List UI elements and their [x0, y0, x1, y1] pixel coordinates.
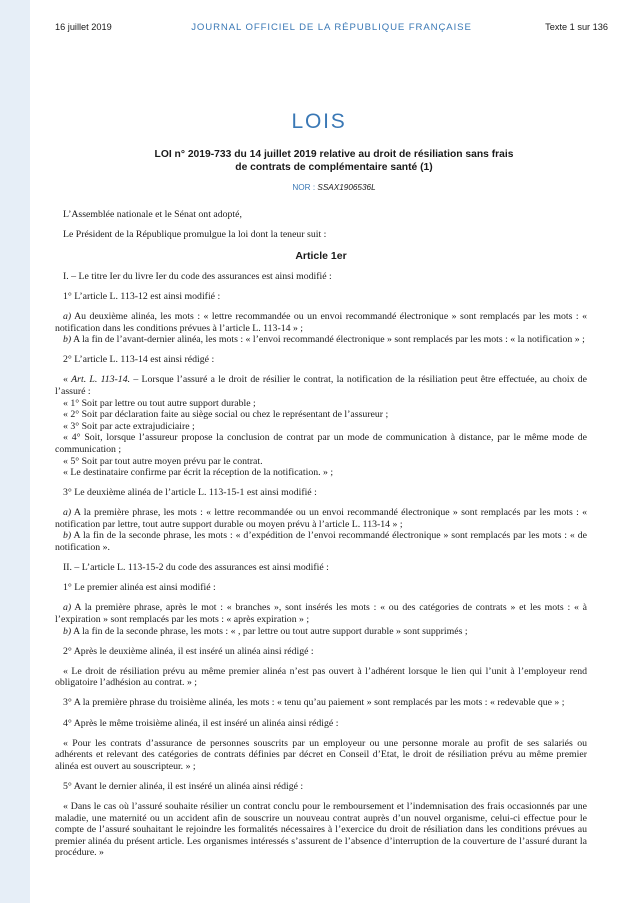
journal-title: JOURNAL OFFICIEL DE LA RÉPUBLIQUE FRANÇAISE — [191, 22, 472, 33]
paragraph — [55, 602, 587, 625]
paragraph: « Pour les contrats d’assurance de personnes souscrits par un employeur ou une personne morale au profit de ses salariés ou adhérents et relevant des catégories de contrats définies par décret en Conseil d’Etat, le droit de résiliation prévu au même premier alinéa est ouvert au souscripteur. » ; — [55, 737, 587, 772]
item-label: b) — [63, 625, 72, 637]
article-reference: Art. L. 113-14. — [71, 374, 131, 386]
paragraph-text: – Lorsque l’assuré a le droit de résilier le contrat, la notification de la résiliation peut être effectuée, au choix de l’assuré : — [55, 374, 587, 397]
nor-reference — [60, 183, 608, 192]
paragraph: « 1° Soit par lettre ou tout autre support durable ; — [63, 397, 256, 409]
article-heading: Article 1er — [295, 249, 347, 262]
paragraph: 2° L’article L. 113-14 est ainsi rédigé : — [63, 354, 215, 366]
paragraph: 2° Après le deuxième alinéa, il est inséré un alinéa ainsi rédigé : — [63, 645, 314, 657]
item-label: a) — [63, 507, 72, 519]
paragraph — [55, 334, 587, 346]
paragraph: « 3° Soit par acte extrajudiciaire ; — [63, 420, 195, 432]
item-label: a) — [63, 602, 72, 614]
paragraph — [55, 507, 587, 530]
paragraph: « 4° Soit, lorsque l’assureur propose la conclusion de contrat par un mode de communication à distance, par le même mode de communication ; — [55, 432, 587, 455]
paragraph: 3° Le deuxième alinéa de l’article L. 113-15-1 est ainsi modifié : — [63, 487, 317, 499]
item-label: a) — [63, 310, 72, 322]
paragraph: I. – Le titre Ier du livre Ier du code des assurances est ainsi modifié : — [63, 270, 332, 282]
paragraph: 1° L’article L. 113-12 est ainsi modifié : — [63, 290, 221, 302]
nor-value: SSAX1906536L — [317, 183, 376, 192]
paragraph — [55, 530, 587, 553]
paragraph: L’Assemblée nationale et le Sénat ont adopté, — [63, 209, 242, 220]
paragraph-text: A la fin de la seconde phrase, les mots : « , par lettre ou tout autre support durable » sont supprimés ; — [71, 625, 468, 637]
paragraph — [55, 374, 587, 397]
paragraph: 4° Après le même troisième alinéa, il est inséré un alinéa ainsi rédigé : — [63, 717, 339, 729]
law-body — [55, 209, 587, 859]
page-header — [55, 22, 608, 36]
paragraph-text: Au deuxième alinéa, les mots : « lettre recommandée ou un envoi recommandé électronique » sont remplacés par les mots : « notification dans les conditions prévues à l’article L. 113-14 » ; — [55, 310, 587, 334]
paragraph: « 2° Soit par déclaration faite au siège social ou chez le représentant de l’assureur ; — [63, 409, 389, 421]
paragraph: II. – L’article L. 113-15-2 du code des assurances est ainsi modifié : — [63, 562, 329, 574]
paragraph: « Le destinataire confirme par écrit la réception de la notification. » ; — [63, 467, 334, 479]
paragraph: Le Président de la République promulgue la loi dont la teneur suit : — [63, 229, 327, 241]
paragraph-text: A la première phrase, après le mot : « branches », sont insérés les mots : « ou des catégories de contrats » et les mots : « à l’expiration » sont remplacés par les mots : « après expiration » ; — [55, 602, 587, 625]
law-title-line-2: de contrats de complémentaire santé (1) — [235, 162, 433, 173]
paragraph: 3° A la première phrase du troisième alinéa, les mots : « tenu qu’au paiement » sont remplacés par les mots : « redevable que » ; — [63, 697, 565, 709]
paragraph — [55, 311, 587, 334]
section-title: LOIS — [291, 110, 347, 133]
publication-date: 16 juillet 2019 — [55, 22, 112, 32]
paragraph: « 5° Soit par tout autre moyen prévu par le contrat. — [63, 455, 263, 467]
paragraph-text: A la fin de l’avant-dernier alinéa, les mots : « l’envoi recommandé électronique » sont remplacés par les mots : « la notification » ; — [71, 334, 585, 346]
quote-open: « — [63, 374, 72, 386]
law-title — [60, 148, 608, 174]
page-left-margin-band — [0, 0, 30, 903]
paragraph: 1° Le premier alinéa est ainsi modifié : — [63, 582, 216, 594]
law-title-line-1: LOI n° 2019-733 du 14 juillet 2019 relative au droit de résiliation sans frais — [154, 149, 514, 160]
paragraph: « Dans le cas où l’assuré souhaite résilier un contrat conclu pour le remboursement et l’indemnisation des frais occasionnés par une maladie, une maternité ou un accident afin de souscrire un nouveau contrat auprès d’un nouvel organisme, celui-ci effectue pour le compte de l’assuré souhaitant le rejoindre les formalités nécessaires à l’exercice du droit de résiliation dans les conditions prévues au premier alinéa du présent article. Les organismes intéressés s’assurent de l’absence d’interruption de la couverture de l’assuré durant la procédure. » — [55, 800, 587, 859]
item-label: b) — [63, 530, 72, 542]
nor-label: NOR : — [292, 183, 318, 192]
item-label: b) — [63, 334, 72, 346]
paragraph: « Le droit de résiliation prévu au même premier alinéa n’est pas ouvert à l’adhérent lorsque le lien qui l’unit à l’employeur rend obligatoire l’adhésion au contrat. » ; — [55, 665, 587, 689]
paragraph-text: A la fin de la seconde phrase, les mots : « d’expédition de l’envoi recommandé électronique » sont remplacés par les mots : « de notification ». — [55, 530, 587, 554]
page-counter: Texte 1 sur 136 — [545, 22, 608, 32]
paragraph — [55, 626, 587, 638]
paragraph: 5° Avant le dernier alinéa, il est inséré un alinéa ainsi rédigé : — [63, 780, 304, 792]
paragraph-text: A la première phrase, les mots : « lettre recommandée ou un envoi recommandé électronique » sont remplacés par les mots : « notification par lettre, tout autre support durable ou moyen prévu à l’article L. 113-14 » ; — [55, 507, 587, 530]
